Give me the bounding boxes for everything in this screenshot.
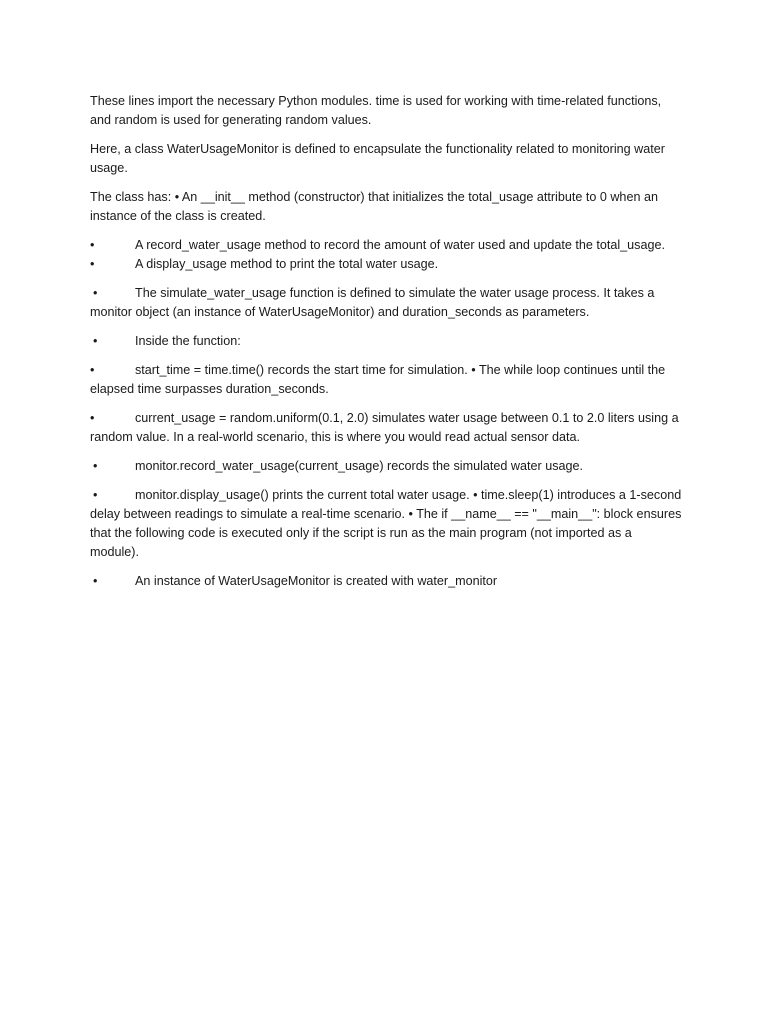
bullet-item-simulate-function [90, 284, 682, 322]
bullet-item-start-time [90, 361, 682, 399]
bullet-text: A record_water_usage method to record the amount of water used and update the total_usage. [135, 238, 665, 252]
bullet-text: monitor.record_water_usage(current_usage) records the simulated water usage. [135, 459, 584, 473]
bullet-item-record-call [90, 457, 682, 476]
bullet-item-inside-function [90, 332, 682, 351]
bullet-text: start_time = time.time() records the start time for simulation. • The while loop continues until the elapsed time surpasses duration_seconds. [90, 363, 666, 396]
paragraph-class-definition: Here, a class WaterUsageMonitor is defined to encapsulate the functionality related to monitoring water usage. [90, 142, 665, 175]
bullet-item-display-method [90, 255, 682, 274]
bullet-text: Inside the function: [135, 334, 241, 348]
bullet-item-display-call [90, 486, 682, 562]
bullet-group-methods [90, 236, 682, 274]
bullet-marker: • [93, 334, 98, 348]
bullet-item-instance-created [90, 572, 682, 591]
bullet-text: monitor.display_usage() prints the current total water usage. • time.sleep(1) introduces a 1-second delay between readings to simulate a real-time scenario. • The if __name__ == "__main__": block ensures that the following code is executed only if the script is run as the main program (not imported as a module). [90, 488, 682, 559]
bullet-text: A display_usage method to print the total water usage. [135, 257, 439, 271]
bullet-item-current-usage [90, 409, 682, 447]
bullet-marker: • [93, 574, 98, 588]
bullet-item-record-method [90, 236, 682, 255]
bullet-marker: • [90, 238, 95, 252]
document-body [90, 92, 682, 601]
bullet-marker: • [93, 286, 98, 300]
bullet-marker: • [93, 459, 98, 473]
bullet-marker: • [90, 363, 95, 377]
bullet-marker: • [90, 257, 95, 271]
bullet-text: The simulate_water_usage function is defined to simulate the water usage process. It takes a monitor object (an instance of WaterUsageMonitor) and duration_seconds as parameters. [90, 286, 655, 319]
bullet-marker: • [93, 488, 98, 502]
bullet-text: current_usage = random.uniform(0.1, 2.0) simulates water usage between 0.1 to 2.0 liters using a random value. In a real-world scenario, this is where you would read actual sensor data. [90, 411, 679, 444]
paragraph-imports: These lines import the necessary Python modules. time is used for working with time-related functions, and random is used for generating random values. [90, 94, 662, 127]
paragraph-class-has: The class has: • An __init__ method (constructor) that initializes the total_usage attribute to 0 when an instance of the class is created. [90, 190, 658, 223]
bullet-marker: • [90, 411, 95, 425]
bullet-text: An instance of WaterUsageMonitor is created with water_monitor [135, 574, 498, 588]
